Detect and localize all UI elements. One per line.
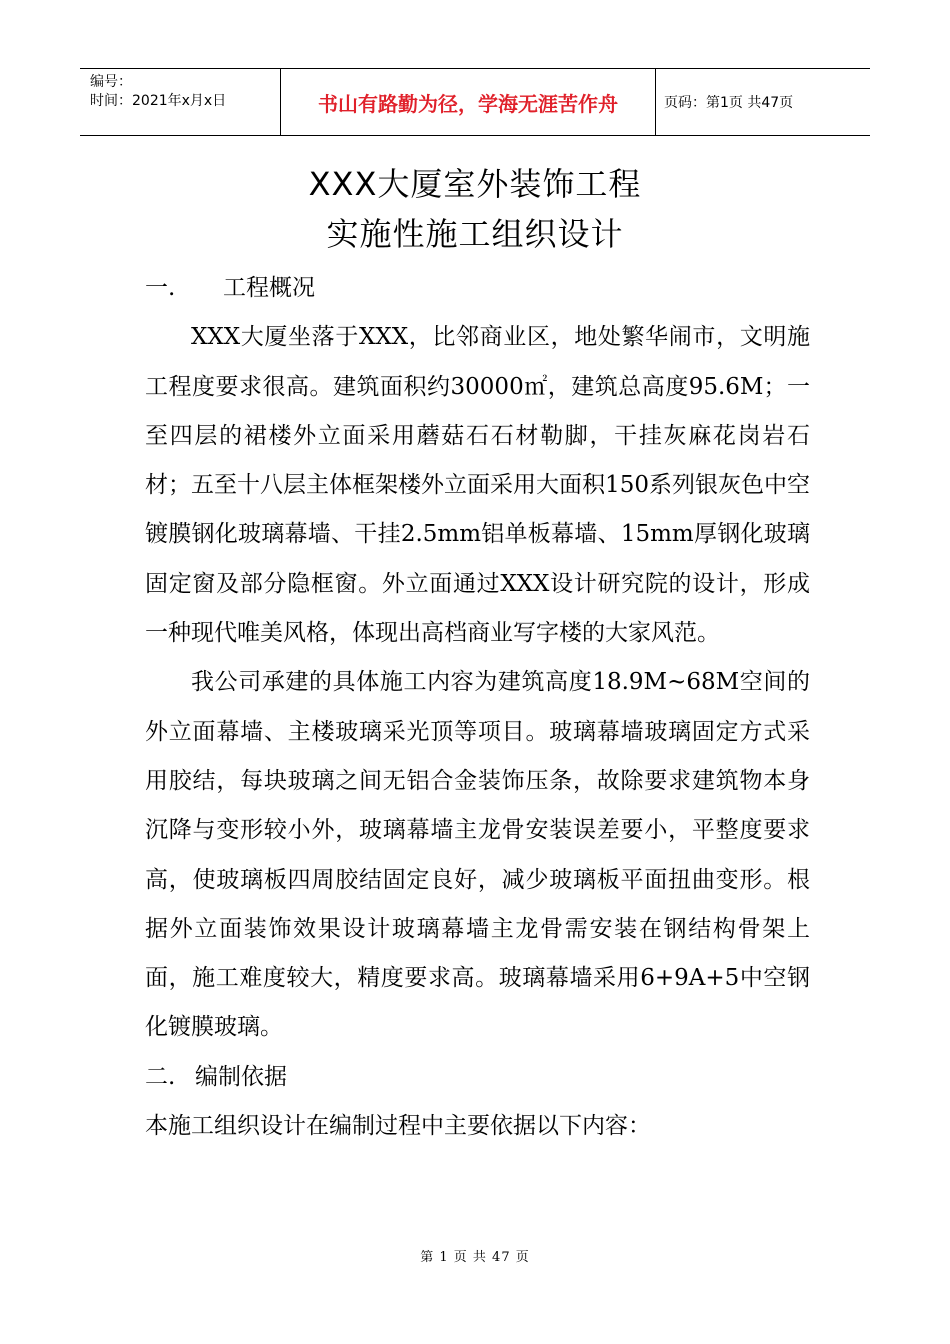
document-body — [145, 264, 810, 1151]
section2-title: 编制依据 — [195, 1063, 287, 1090]
section2-number: 二. — [145, 1063, 176, 1090]
page-footer: 第 1 页 共 47 页 — [420, 1250, 530, 1265]
header-page-info: 页码：第1页 共47页 — [664, 95, 794, 111]
section1-paragraph-2: 我公司承建的具体施工内容为建筑高度18.9M~68M空间的外立面幕墙、主楼玻璃采光顶等项目。玻璃幕墙玻璃固定方式采用胶结，每块玻璃之间无铝合金装饰压条，故除要求建筑物本身沉降与变形较小外，玻璃幕墙主龙骨安装误差要小，平整度要求高，使玻璃板四周胶结固定良好，减少玻璃板平面扭曲变形。根据外立面装饰效果设计玻璃幕墙主龙骨需安装在钢结构骨架上面，施工难度较大，精度要求高。玻璃幕墙采用6+9A+5中空钢化镀膜玻璃。 — [145, 669, 810, 1041]
section2-heading — [145, 1053, 810, 1102]
section1-number: 一. — [145, 275, 176, 301]
header-meta — [80, 69, 281, 135]
document-time-label: 时间：2021年x月x日 — [90, 93, 227, 109]
header-motto: 书山有路勤为径，学海无涯苦作舟 — [281, 69, 656, 135]
document-title-line1: XXX大厦室外装饰工程 — [308, 165, 642, 203]
document-number-label: 编号： — [90, 74, 132, 90]
section1-title: 工程概况 — [223, 275, 315, 301]
section1-heading — [145, 264, 810, 313]
section1-paragraph-1: XXX大厦坐落于XXX，比邻商业区，地处繁华闹市，文明施工程度要求很高。建筑面积约30000㎡，建筑总高度95.6M；一至四层的裙楼外立面采用蘑菇石石材勒脚，干挂灰麻花岗岩石材；五至十八层主体框架楼外立面采用大面积150系列银灰色中空镀膜钢化玻璃幕墙、干挂2.5mm铝单板幕墙、15mm厚钢化玻璃固定窗及部分隐框窗。外立面通过XXX设计研究院的设计，形成一种现代唯美风格，体现出高档商业写字楼的大家风范。 — [145, 324, 810, 647]
document-title-line2: 实施性施工组织设计 — [326, 215, 624, 253]
page-header — [80, 68, 870, 136]
section2-paragraph-1: 本施工组织设计在编制过程中主要依据以下内容： — [145, 1113, 651, 1140]
